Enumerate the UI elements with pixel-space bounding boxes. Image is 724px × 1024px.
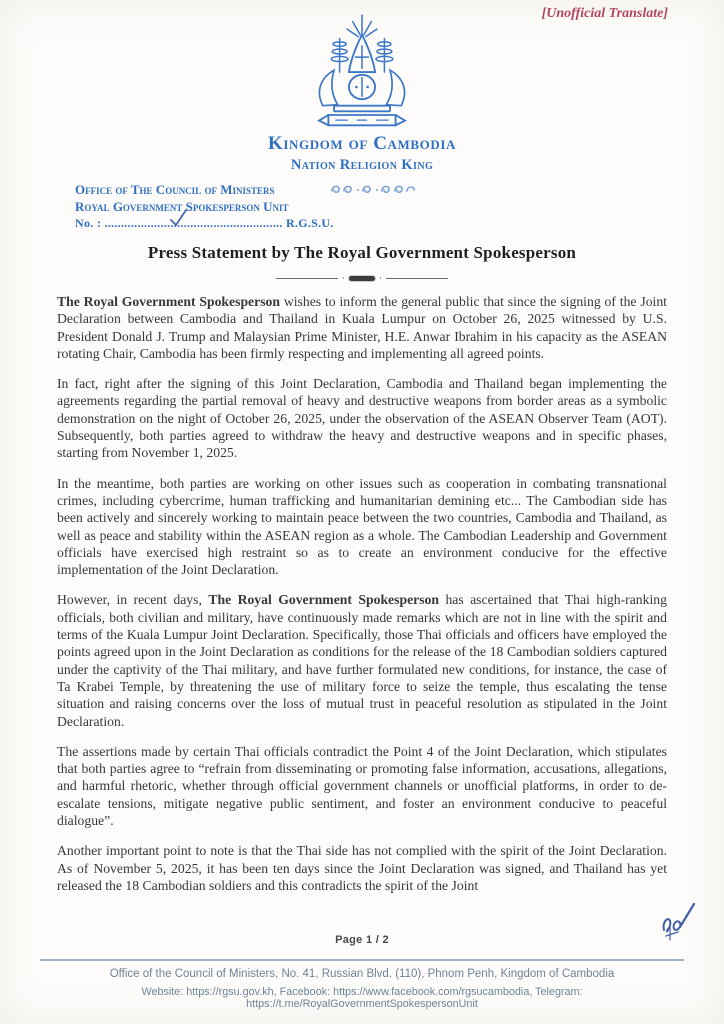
paragraph: However, in recent days, The Royal Government Spokesperson has ascertained that Thai high-ranking officials, both civilian and military, have continuously made remarks which are not in line with the spirit and terms of the Kuala Lumpur Joint Declaration. Specifically, those Thai officials and officers have employed the points agreed upon in the Joint Declaration as conditions for the release of the 18 Cambodian soldiers captured under the captivity of the Thai military, and have further formulated new conditions, for instance, the case of Ta Krabei Temple, by threatening the use of military force to seize the temple, thus escalating the tense situation and raising concerns over the loss of mutual trust in peaceful resolution as stipulated in the Joint Declaration. [57, 592, 667, 729]
national-motto: Nation Religion King [290, 157, 434, 173]
footer [40, 959, 684, 1010]
paragraph: In fact, right after the signing of this Joint Declaration, Cambodia and Thailand began implementing the agreements regarding the partial removal of heavy and destructive weapons from border areas as a symbolic demonstration on the night of October 26, 2025, under the observation of the ASEAN Observer Team (AOT). Subsequently, both parties agreed to withdraw the heavy and destructive weapons and in specific phases, starting from November 1, 2025. [57, 376, 667, 461]
page-number: Page 1 / 2 [335, 934, 389, 946]
handwritten-checkmark-icon [167, 208, 189, 228]
khmer-script-ornament-icon [329, 181, 417, 201]
statement-title: Press Statement by The Royal Government Spokesperson [147, 243, 577, 262]
office-block [75, 182, 334, 232]
paragraph: Another important point to note is that the Thai side has not complied with the spirit of the Joint Declaration. As of November 5, 2025, it has been ten days since the Joint Declaration was signed, and Thailand has yet released the 18 Cambodian soldiers and this contradicts the spirit of the Joint [57, 843, 667, 893]
kingdom-title: Kingdom of Cambodia [267, 133, 457, 154]
office-line-1: Office of The Council of Ministers [75, 182, 275, 197]
paragraph: The Royal Government Spokesperson wishes to inform the general public that since the signing of the Joint Declaration between Cambodia and Thailand in Kuala Lumpur on October 26, 2025 witnessed by U.S. President Donald J. Trump and Malaysian Prime Minister, H.E. Anwar Ibrahim in his capacity as the ASEAN rotating Chair, Cambodia has been firmly respecting and implementing all agreed points. [57, 294, 667, 361]
body-paragraphs [57, 293, 667, 907]
document-number-line: No. : ...................................................... R.G.S.U. [75, 215, 334, 232]
title-ornament-divider: · · [276, 274, 448, 283]
unofficial-translate-note: [Unofficial Translate] [541, 6, 668, 21]
footer-links: Website: https://rgsu.gov.kh, Facebook: https://www.facebook.com/rgsucambodia, Telegram: https://t.me/RoyalGovernmentSpokespersonUnit [141, 986, 583, 1010]
footer-address: Office of the Council of Ministers, No. 41, Russian Blvd. (110), Phnom Penh, Kingdom of Cambodia [109, 968, 615, 980]
office-line-2: Royal Government Spokesperson Unit [75, 198, 289, 214]
royal-arms-emblem [306, 14, 418, 137]
paragraph: The assertions made by certain Thai officials contradict the Point 4 of the Joint Declaration, which stipulates that both parties agree to “refrain from disseminating or promoting false information, accusations, allegations, and harmful rhetoric, whether through official government channels or unofficial platforms, in order to de-escalate tensions, mitigate negative public sentiment, and foster an environment conducive to peaceful dialogue”. [57, 743, 667, 829]
paragraph: In the meantime, both parties are working on other issues such as cooperation in combating transnational crimes, including cybercrime, human trafficking and humanitarian demining etc... The Cambodian side has been actively and sincerely working to maintain peace between the two countries, Cambodia and Thailand, as well as peace and stability within the ASEAN region as a whole. The Cambodian Leadership and Government officials have exercised high restraint so as to create an environment conducive for the effective implementation of the Joint Declaration. [57, 475, 667, 578]
